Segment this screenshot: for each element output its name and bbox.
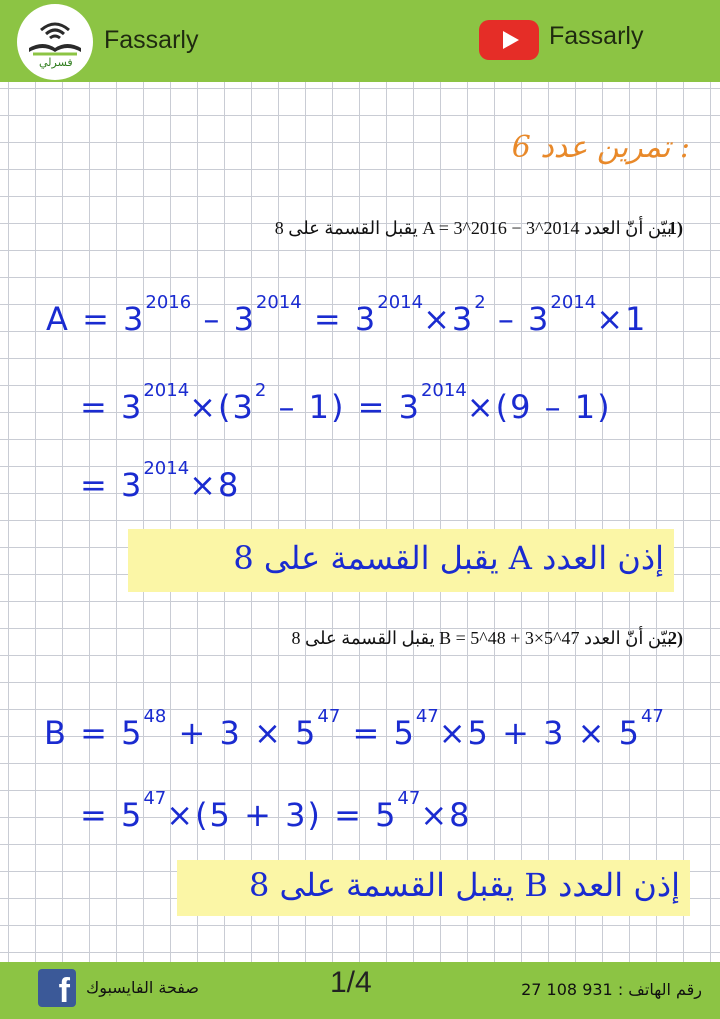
answer-2-line-1: $B = 5^{48} + 3 \times 5^{47} = 5^{47}\times 5 + 3 \times 5^{47}$	[44, 706, 664, 752]
answer-2-line-2: = $5^{47}\times(5 + 3) = 5^{47}\times 8$	[80, 788, 472, 834]
exercise-title: تمرين عدد 6 :	[511, 130, 690, 165]
answer-1-line-3: = $3^{2014}\times 8$	[80, 458, 241, 504]
brand-name-left[interactable]: Fassarly	[104, 26, 199, 54]
conclusion-1: إذن العدد A يقبل القسمة على 8	[233, 539, 664, 577]
fassarly-logo[interactable]	[17, 4, 93, 80]
facebook-page-label[interactable]: صفحة الفايسبوك	[86, 978, 199, 997]
question-1-number: 1)	[668, 218, 683, 238]
answer-1-line-2: = $3^{2014}\times(3^2 - 1) = 3^{2014}\times(9 - 1)$	[80, 380, 612, 426]
facebook-icon[interactable]: f	[38, 969, 76, 1007]
question-2-text: بيّن أنّ العدد B = 5^48 + 3×5^47 يقبل القسمة على 8	[291, 628, 672, 648]
brand-name-right[interactable]: Fassarly	[549, 22, 644, 50]
phone-number[interactable]: رقم الهاتف : 931 108 27	[521, 980, 702, 999]
logo-text: فسرلي	[39, 56, 73, 69]
question-2-number: 2)	[668, 628, 683, 648]
question-1-text: بيّن أنّ العدد A = 3^2016 − 3^2014 يقبل القسمة على 8	[274, 218, 672, 238]
page-number: 1/4	[330, 966, 372, 999]
youtube-icon[interactable]	[479, 20, 539, 60]
answer-1-line-1: $A = 3^{2016} - 3^{2014} = 3^{2014}\times 3^2 - 3^{2014}\times 1$	[46, 292, 648, 338]
conclusion-2: إذن العدد B يقبل القسمة على 8	[248, 866, 680, 904]
